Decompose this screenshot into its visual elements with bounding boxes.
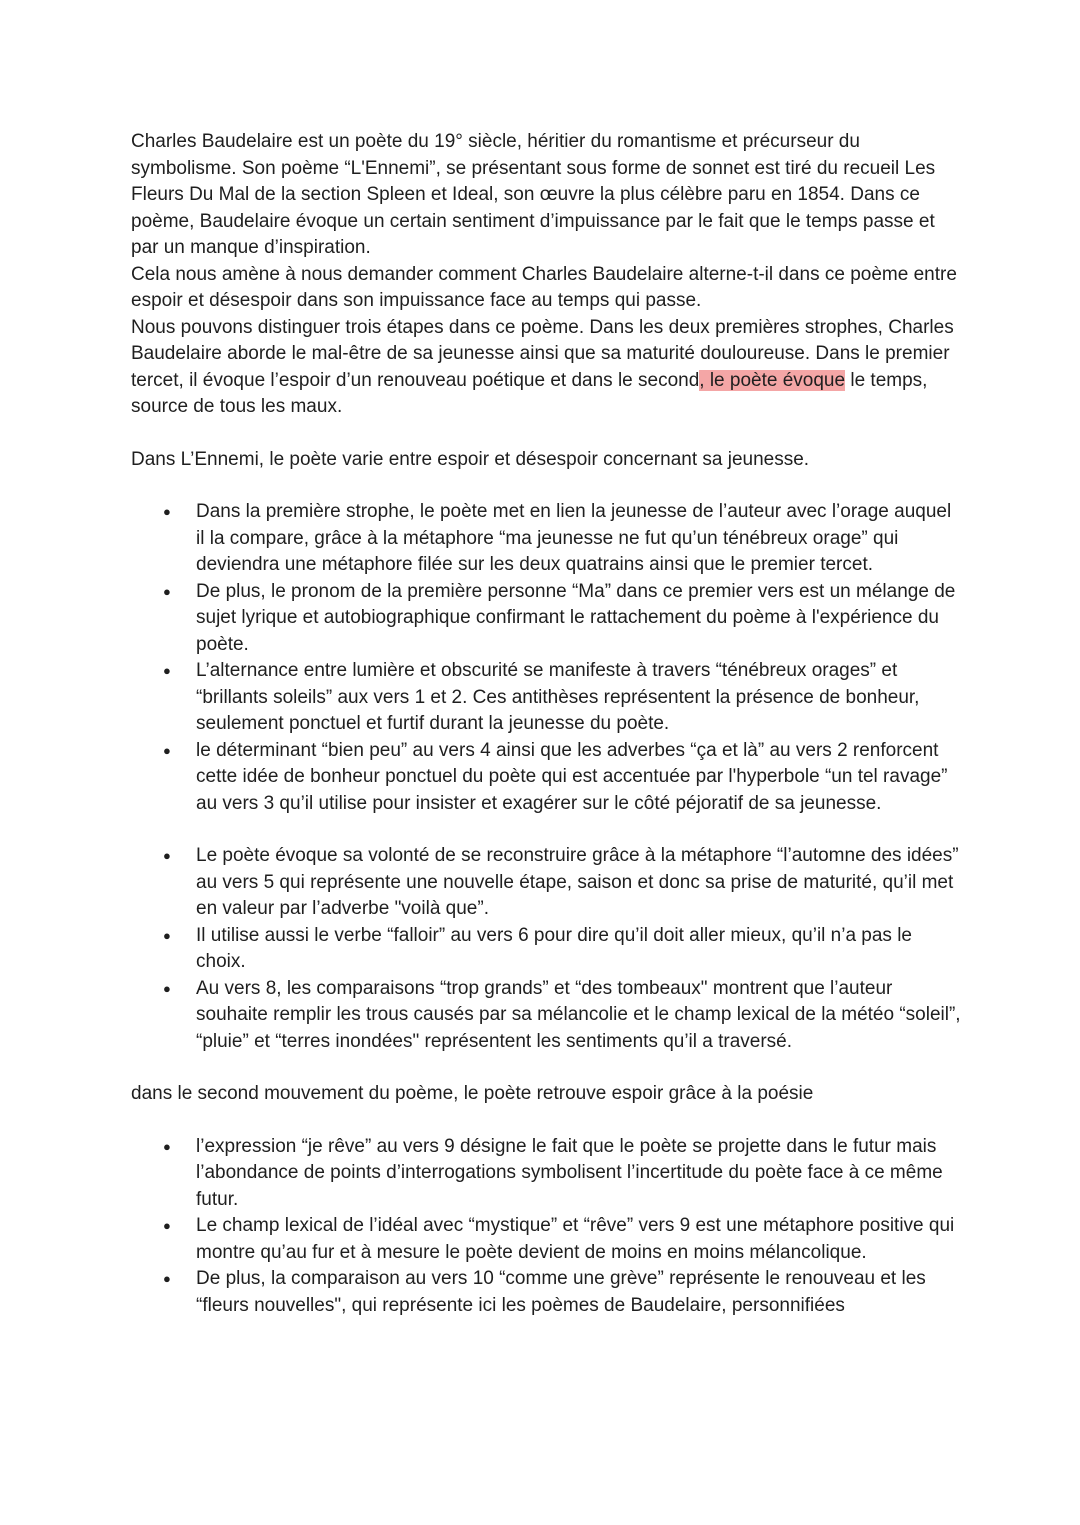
highlighted-text: , le poète évoque: [699, 369, 846, 391]
section-1-heading: Dans L’Ennemi, le poète varie entre espoir et désespoir concernant sa jeunesse.: [131, 448, 810, 470]
intro-paragraph-1: Charles Baudelaire est un poète du 19° siècle, héritier du romantisme et précurseur du symbolisme. Son poème “L'Ennemi”, se présentant sous forme de sonnet est tiré du recueil Les Fleurs Du Mal de la section Spleen et Ideal, son œuvre la plus célèbre paru en 1854. Dans ce poème, Baudelaire évoque un certain sentiment d’impuissance par le fait que le temps passe et par un manque d’inspiration.: [131, 131, 936, 258]
list-item: ● De plus, le pronom de la première personne “Ma” dans ce premier vers est un mélange de sujet lyrique et autobiographique confirmant le rattachement du poème à l'expérience du poète.: [196, 579, 961, 659]
list-item: ● Le champ lexical de l’idéal avec “mystique” et “rêve” vers 9 est une métaphore positive qui montre qu’au fur et à mesure le poète devient de moins en moins mélancolique.: [196, 1213, 961, 1266]
list-item: ● Il utilise aussi le verbe “falloir” au vers 6 pour dire qu’il doit aller mieux, qu’il n’a pas le choix.: [196, 923, 961, 976]
document-body: [131, 129, 961, 1319]
section-1-bullet-list-b: [131, 843, 961, 1055]
paragraph-gap: [131, 473, 961, 499]
section-1-bullet-list-a: [131, 499, 961, 817]
intro-paragraph-2: Cela nous amène à nous demander comment Charles Baudelaire alterne-t-il dans ce poème entre espoir et désespoir dans son impuissance face au temps qui passe.: [131, 263, 957, 311]
list-item: ● l’expression “je rêve” au vers 9 désigne le fait que le poète se projette dans le futur mais l’abondance de points d’interrogations symbolisent l’incertitude du poète face à ce même futur.: [196, 1134, 961, 1214]
list-item: ● De plus, la comparaison au vers 10 “comme une grève” représente le renouveau et les “fleurs nouvelles", qui représente ici les poèmes de Baudelaire, personnifiées: [196, 1266, 961, 1319]
paragraph-gap: [131, 1055, 961, 1081]
list-item: ● Dans la première strophe, le poète met en lien la jeunesse de l’auteur avec l’orage auquel il la compare, grâce à la métaphore “ma jeunesse ne fut qu’un ténébreux orage” qui deviendra une métaphore filée sur les deux quatrains ainsi que le premier tercet.: [196, 499, 961, 579]
list-item: ● Au vers 8, les comparaisons “trop grands” et “des tombeaux" montrent que l’auteur souhaite remplir les trous causés par sa mélancolie et le champ lexical de la météo “soleil”, “pluie” et “terres inondées" représentent les sentiments qu’il a traversé.: [196, 976, 961, 1056]
paragraph-gap: [131, 1108, 961, 1134]
intro-paragraph-3-end: le temps, source de tous les maux.: [131, 369, 928, 417]
section-2-heading: dans le second mouvement du poème, le poète retrouve espoir grâce à la poésie: [131, 1083, 814, 1104]
paragraph-gap: [131, 421, 961, 447]
list-item: ● Le poète évoque sa volonté de se reconstruire grâce à la métaphore “l’automne des idées” au vers 5 qui représente une nouvelle étape, saison et donc sa prise de maturité, qu’il met en valeur par l’adverbe "voilà que”.: [196, 843, 961, 923]
paragraph-gap: [131, 817, 961, 843]
intro-paragraph-3-text: Nous pouvons distinguer trois étapes dans ce poème. Dans les deux premières strophes, Charles Baudelaire aborde le mal-être de sa jeunesse ainsi que sa maturité douloureuse. Dans le premier tercet, il évoque l’espoir d’un renouveau poétique et dans le second: [131, 316, 954, 391]
section-2-bullet-list: [131, 1134, 961, 1320]
list-item: ● le déterminant “bien peu” au vers 4 ainsi que les adverbes “ça et là” au vers 2 renforcent cette idée de bonheur ponctuel du poète qui est accentuée par l'hyperbole “un tel ravage” au vers 3 qu’il utilise pour insister et exagérer sur le côté péjoratif de sa jeunesse.: [196, 738, 961, 818]
list-item: ● L’alternance entre lumière et obscurité se manifeste à travers “ténébreux orages” et “brillants soleils” aux vers 1 et 2. Ces antithèses représentent la présence de bonheur, seulement ponctuel et furtif durant la jeunesse du poète.: [196, 658, 961, 738]
intro-paragraph-3: [131, 315, 961, 421]
